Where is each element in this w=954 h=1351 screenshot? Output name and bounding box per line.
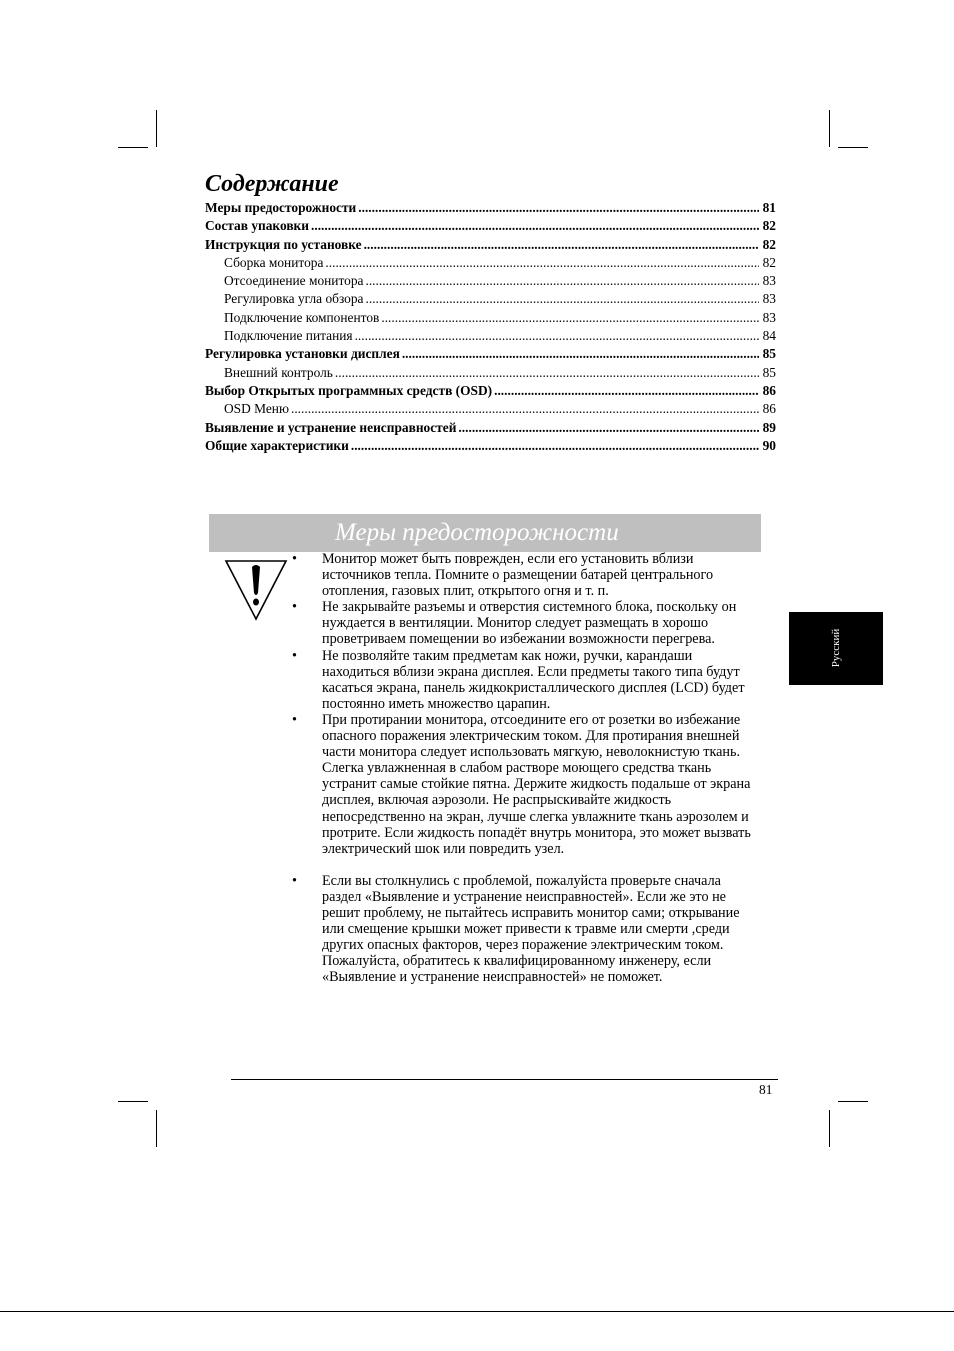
toc-entry[interactable] <box>205 365 776 383</box>
toc-entry-page: 86 <box>762 382 776 398</box>
crop-mark <box>838 1101 868 1102</box>
list-item <box>292 648 762 712</box>
list-item <box>292 599 762 647</box>
toc-entry-page: 84 <box>762 328 776 344</box>
list-item-text: Если вы столкнулись с проблемой, пожалуйста проверьте сначала раздел «Выявление и устранение неисправностей». Если же это не решит проблему, не пытайтесь исправить монитор сами; открывание или смещение крышки может привести к травме или смерти ,среди других опасных факторов, через поражение электрическим током. Пожалуйста, обратитесь к квалифицированному инженеру, если «Выявление и устранение неисправностей» не поможет. <box>322 872 740 986</box>
toc-entry[interactable] <box>205 310 776 328</box>
toc-leader-dots <box>355 328 759 344</box>
crop-mark <box>156 1110 157 1147</box>
crop-mark <box>829 1110 830 1147</box>
toc-entry-label: Подключение питания <box>224 328 353 344</box>
toc-entry-page: 83 <box>762 291 776 307</box>
precautions-list <box>292 551 762 985</box>
toc-leader-dots <box>381 310 758 326</box>
toc-leader-dots <box>458 420 758 436</box>
list-item-text: При протирании монитора, отсоедините его от розетки во избежание опасного поражения электрическим током. Для протирания внешней части монитора следует использовать мягкую, неволокнистую ткань. Слегка увлажненная в слабом растворе моющего средства ткань устранит самые стойкие пятна. Держите жидкость подальше от экрана дисплея, включая аэрозоли. Не распрыскивайте жидкость непосредственно на экран, лучше слегка увлажните ткань аэрозолем и протрите. Если жидкость попадёт внутрь монитора, это может вызвать электрический шок или повредить узел. <box>322 711 751 857</box>
toc-leader-dots <box>351 438 759 454</box>
toc-entry-page: 82 <box>762 236 776 252</box>
toc-entry-label: Общие характеристики <box>205 437 349 453</box>
toc-entry[interactable] <box>205 237 776 255</box>
toc-entry-page: 82 <box>762 218 776 234</box>
toc-title: Содержание <box>205 171 339 197</box>
list-item <box>292 873 762 986</box>
list-item-text: Монитор может быть поврежден, если его установить вблизи источников тепла. Помните о размещении батарей центрального отопления, газовых плит, открытого огня и т. п. <box>322 551 714 600</box>
list-item <box>292 551 762 599</box>
crop-mark <box>838 147 868 148</box>
toc-entry-label: Регулировка угла обзора <box>224 291 364 307</box>
toc-entry[interactable] <box>205 218 776 236</box>
toc-entry-label: Меры предосторожности <box>205 200 357 215</box>
toc-leader-dots <box>291 401 759 417</box>
toc-entry-page: 83 <box>762 273 776 289</box>
toc-entry-page: 86 <box>762 401 776 417</box>
toc-entry-label: Выбор Открытых программных средств (OSD) <box>205 382 493 398</box>
toc-entry-label: Внешний контроль <box>224 364 333 380</box>
bullet-icon: • <box>292 711 297 728</box>
language-tab <box>789 612 883 685</box>
toc-leader-dots <box>365 273 758 289</box>
toc-entry[interactable] <box>205 255 776 273</box>
bullet-icon: • <box>292 551 297 567</box>
toc-entry-label: OSD Меню <box>224 401 289 417</box>
toc-entry-page: 83 <box>762 309 776 325</box>
list-item <box>292 712 762 857</box>
toc-leader-dots <box>311 218 759 234</box>
crop-mark <box>156 110 157 147</box>
footer-rule <box>231 1079 778 1080</box>
toc-entry-label: Инструкция по установке <box>205 236 362 252</box>
toc-entry[interactable] <box>205 291 776 309</box>
crop-mark <box>829 110 830 147</box>
list-item-text: Не закрывайте разъемы и отверстия системного блока, поскольку он нуждается в вентиляции. Монитор следует размещать в хорошо проветриваем помещении во избежании возможности перегрева. <box>322 599 737 648</box>
toc-entry-label: Выявление и устранение неисправностей <box>205 419 457 435</box>
table-of-contents <box>205 200 776 456</box>
toc-entry-page: 82 <box>762 254 776 270</box>
toc-entry[interactable] <box>205 383 776 401</box>
toc-entry[interactable] <box>205 401 776 419</box>
toc-entry[interactable] <box>205 273 776 291</box>
toc-entry-page: 85 <box>762 346 776 362</box>
toc-leader-dots <box>335 365 759 381</box>
toc-entry-label: Состав упаковки <box>205 218 309 234</box>
toc-leader-dots <box>402 346 759 362</box>
bullet-icon: • <box>292 872 297 889</box>
toc-entry-page: 85 <box>762 364 776 380</box>
toc-entry-page: 81 <box>762 200 776 215</box>
toc-leader-dots <box>366 291 759 307</box>
warning-triangle-icon <box>224 557 288 621</box>
toc-leader-dots <box>325 255 758 271</box>
toc-entry[interactable] <box>205 200 776 218</box>
language-label: Русский <box>830 628 842 668</box>
toc-entry[interactable] <box>205 328 776 346</box>
toc-entry[interactable] <box>205 346 776 364</box>
crop-mark <box>118 147 148 148</box>
page-edge-rule <box>0 1311 954 1312</box>
bullet-icon: • <box>292 647 297 664</box>
toc-entry[interactable] <box>205 438 776 456</box>
toc-entry-label: Подключение компонентов <box>224 309 380 325</box>
toc-leader-dots <box>358 200 758 216</box>
section-banner <box>209 514 761 552</box>
page-number: 81 <box>759 1082 773 1097</box>
toc-entry-label: Отсоединение монитора <box>224 273 364 289</box>
list-item-text: Не позволяйте таким предметам как ножи, ручки, карандаши находиться вблизи экрана дисплея. Если предметы такого типа будут касаться экрана, панель жидкокристаллического дисплея (LCD) будет постоянно иметь множество царапин. <box>322 647 745 712</box>
toc-leader-dots <box>494 383 759 399</box>
toc-entry-label: Сборка монитора <box>224 254 324 270</box>
bullet-icon: • <box>292 599 297 616</box>
toc-entry[interactable] <box>205 420 776 438</box>
toc-entry-page: 90 <box>762 437 776 453</box>
section-title: Меры предосторожности <box>335 519 619 546</box>
crop-mark <box>118 1101 148 1102</box>
toc-leader-dots <box>364 237 759 253</box>
toc-entry-page: 89 <box>762 419 776 435</box>
toc-entry-label: Регулировка установки дисплея <box>205 346 400 362</box>
